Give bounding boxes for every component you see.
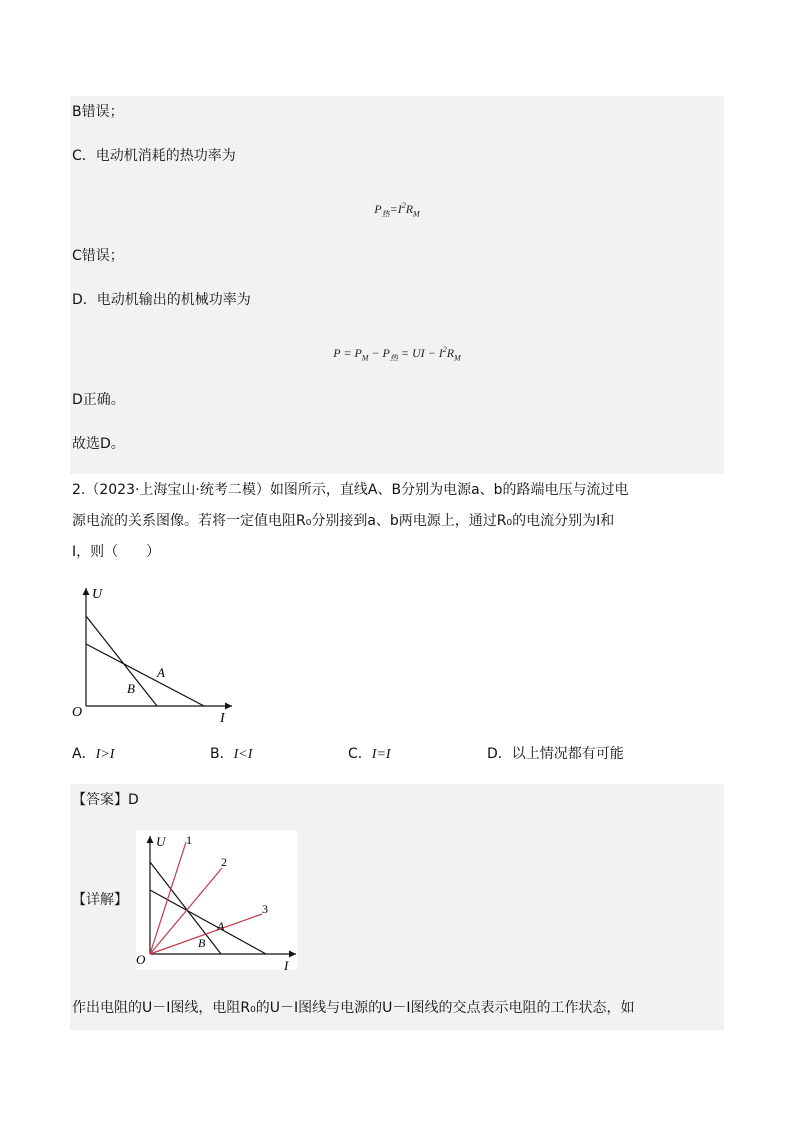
detail-b-label: B (198, 936, 206, 950)
i-axis-label: I (220, 711, 225, 725)
option-b[interactable]: B．I<I (210, 746, 253, 762)
detail-ui-graph (136, 828, 300, 974)
line-2-label: 2 (221, 855, 227, 869)
line-a-label: A (157, 665, 165, 680)
u-axis-label: U (92, 587, 103, 602)
option-d[interactable]: D．以上情况都有可能 (487, 746, 624, 762)
option-d-explanation: D．电动机输出的机械功率为 (72, 292, 251, 308)
detail-line-b (150, 862, 221, 954)
question-line-2: 源电流的关系图像。若将一定值电阻R₀分别接到a、b两电源上，通过R₀的电流分别为I和 (72, 513, 615, 529)
line-3-label: 3 (262, 902, 268, 916)
b-wrong-line: B错误； (72, 104, 124, 120)
d-correct-line: D正确。 (72, 392, 125, 408)
detail-u-label: U (156, 834, 166, 849)
detail-explanation: 作出电阻的U－I图线，电阻R₀的U－I图线与电源的U－I图线的交点表示电阻的工作状态，如 (72, 1000, 635, 1016)
question-line-1: 2.（2023·上海宝山·统考二模）如图所示，直线A、B分别为电源a、b的路端电压与流过电 (72, 482, 629, 498)
answer-line: 【答案】D (72, 792, 139, 808)
line-b-label: B (127, 681, 135, 696)
heat-power-formula: $P_热=I^2R_M$ (374, 201, 420, 219)
detail-i-label: I (284, 958, 289, 973)
resistor-line-1 (150, 842, 186, 954)
question-ui-graph (66, 580, 246, 725)
detail-label: 【详解】 (72, 892, 128, 908)
detail-origin-label: O (136, 952, 146, 967)
origin-label: O (72, 705, 83, 720)
option-c-explanation: C．电动机消耗的热功率为 (72, 148, 236, 164)
option-a[interactable]: A．I>I (72, 746, 115, 762)
line-1-label: 1 (186, 833, 192, 847)
final-choice-line: 故选D。 (72, 436, 125, 452)
c-wrong-line: C错误； (72, 248, 124, 264)
line-a (86, 644, 204, 706)
line-b (86, 616, 157, 706)
option-c[interactable]: C．I=I (348, 746, 391, 762)
question-line-3: I，则（ ） (72, 544, 161, 560)
detail-a-label: A (217, 919, 225, 933)
mechanical-power-formula: $P = P_M - P_热$ = UI − $I^2R_M$ (333, 345, 461, 363)
